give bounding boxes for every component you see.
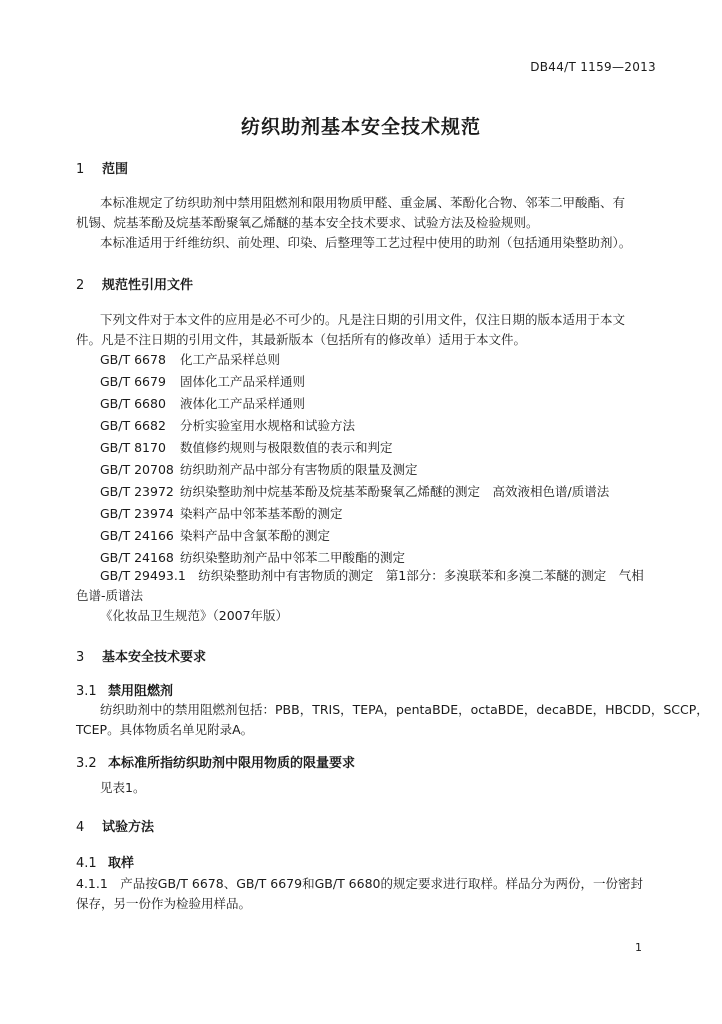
reference-code: GB/T 8170: [100, 440, 166, 455]
reference-title: 纺织助剂产品中部分有害物质的限量及测定: [180, 462, 418, 477]
paragraph-line: 见表1。: [100, 780, 146, 795]
reference-title: 纺织染整助剂中烷基苯酚及烷基苯酚聚氧乙烯醚的测定 高效液相色谱/质谱法: [180, 484, 610, 499]
reference-item: [100, 548, 405, 566]
subsection-3-2-heading: [76, 752, 355, 771]
reference-item: GB/T 29493.1 纺织染整助剂中有害物质的测定 第1部分：多溴联苯和多溴二苯醚的测定 气相: [100, 568, 644, 583]
reference-title: 液体化工产品采样通则: [180, 396, 306, 411]
section-number: 2: [76, 278, 85, 293]
reference-item: [100, 504, 343, 522]
reference-item: [100, 372, 305, 390]
reference-title: 化工产品采样总则: [180, 352, 281, 367]
section-4-heading: [76, 816, 154, 835]
reference-title: 分析实验室用水规格和试验方法: [180, 418, 356, 433]
paragraph-line: 4.1.1 产品按GB/T 6678、GB/T 6679和GB/T 6680的规定要求进行取样。样品分为两份，一份密封: [76, 876, 643, 891]
section-number: 1: [76, 162, 85, 177]
section-2-heading: [76, 274, 193, 293]
reference-code: GB/T 24166: [100, 528, 174, 543]
reference-title: 染料产品中邻苯基苯酚的测定: [180, 506, 343, 521]
section-title: 试验方法: [102, 820, 155, 835]
paragraph-line: 机锡、烷基苯酚及烷基苯酚聚氧乙烯醚的基本安全技术要求、试验方法及检验规则。: [76, 215, 539, 230]
reference-code: GB/T 6680: [100, 396, 166, 411]
section-1-heading: [76, 158, 128, 177]
reference-code: GB/T 20708: [100, 462, 174, 477]
reference-code: GB/T 24168: [100, 550, 174, 565]
section-3-heading: [76, 646, 206, 665]
section-title: 范围: [102, 162, 129, 177]
reference-title: 固体化工产品采样通则: [180, 374, 306, 389]
reference-item: [100, 482, 609, 500]
reference-item: [100, 416, 355, 434]
paragraph-line: 纺织助剂中的禁用阻燃剂包括：PBB，TRIS，TEPA，pentaBDE，octaBDE，decaBDE，HBCDD，SCCP，: [100, 702, 709, 717]
reference-title: 纺织染整助剂产品中邻苯二甲酸酯的测定: [180, 550, 406, 565]
subsection-number: 3.2: [76, 756, 97, 771]
reference-item: [100, 526, 330, 544]
reference-item: [100, 350, 280, 368]
subsection-title: 禁用阻燃剂: [108, 684, 174, 699]
reference-item: [100, 394, 305, 412]
section-number: 3: [76, 650, 85, 665]
section-number: 4: [76, 820, 85, 835]
reference-code: GB/T 23972: [100, 484, 174, 499]
reference-code: GB/T 6682: [100, 418, 166, 433]
reference-item: 《化妆品卫生规范》（2007年版）: [100, 608, 289, 623]
reference-title: 数值修约规则与极限数值的表示和判定: [180, 440, 393, 455]
subsection-title: 本标准所指纺织助剂中限用物质的限量要求: [108, 756, 356, 771]
paragraph-line: 本标准适用于纤维纺织、前处理、印染、后整理等工艺过程中使用的助剂（包括通用染整助剂）。: [100, 235, 632, 250]
reference-item: [100, 460, 418, 478]
paragraph-line: 下列文件对于本文件的应用是必不可少的。凡是注日期的引用文件，仅注日期的版本适用于本文: [100, 312, 626, 327]
reference-item-continuation: 色谱-质谱法: [76, 588, 144, 603]
reference-code: GB/T 6678: [100, 352, 166, 367]
reference-title: 染料产品中含氯苯酚的测定: [180, 528, 331, 543]
page-number: 1: [635, 941, 642, 954]
reference-code: GB/T 6679: [100, 374, 166, 389]
section-title: 基本安全技术要求: [102, 650, 207, 665]
paragraph-line: 件。凡是不注日期的引用文件，其最新版本（包括所有的修改单）适用于本文件。: [76, 332, 527, 347]
subsection-title: 取样: [108, 856, 135, 871]
subsection-3-1-heading: [76, 680, 173, 699]
paragraph-line: TCEP。具体物质名单见附录A。: [76, 722, 254, 737]
reference-code: GB/T 23974: [100, 506, 174, 521]
standard-number: DB44/T 1159—2013: [530, 60, 656, 74]
subsection-number: 3.1: [76, 684, 97, 699]
reference-item: [100, 438, 393, 456]
section-title: 规范性引用文件: [102, 278, 194, 293]
subsection-4-1-heading: [76, 852, 134, 871]
paragraph-line: 本标准规定了纺织助剂中禁用阻燃剂和限用物质甲醛、重金属、苯酚化合物、邻苯二甲酸酯、有: [100, 195, 626, 210]
subsection-number: 4.1: [76, 856, 97, 871]
document-title: 纺织助剂基本安全技术规范: [240, 116, 481, 138]
paragraph-line: 保存，另一份作为检验用样品。: [76, 896, 252, 911]
